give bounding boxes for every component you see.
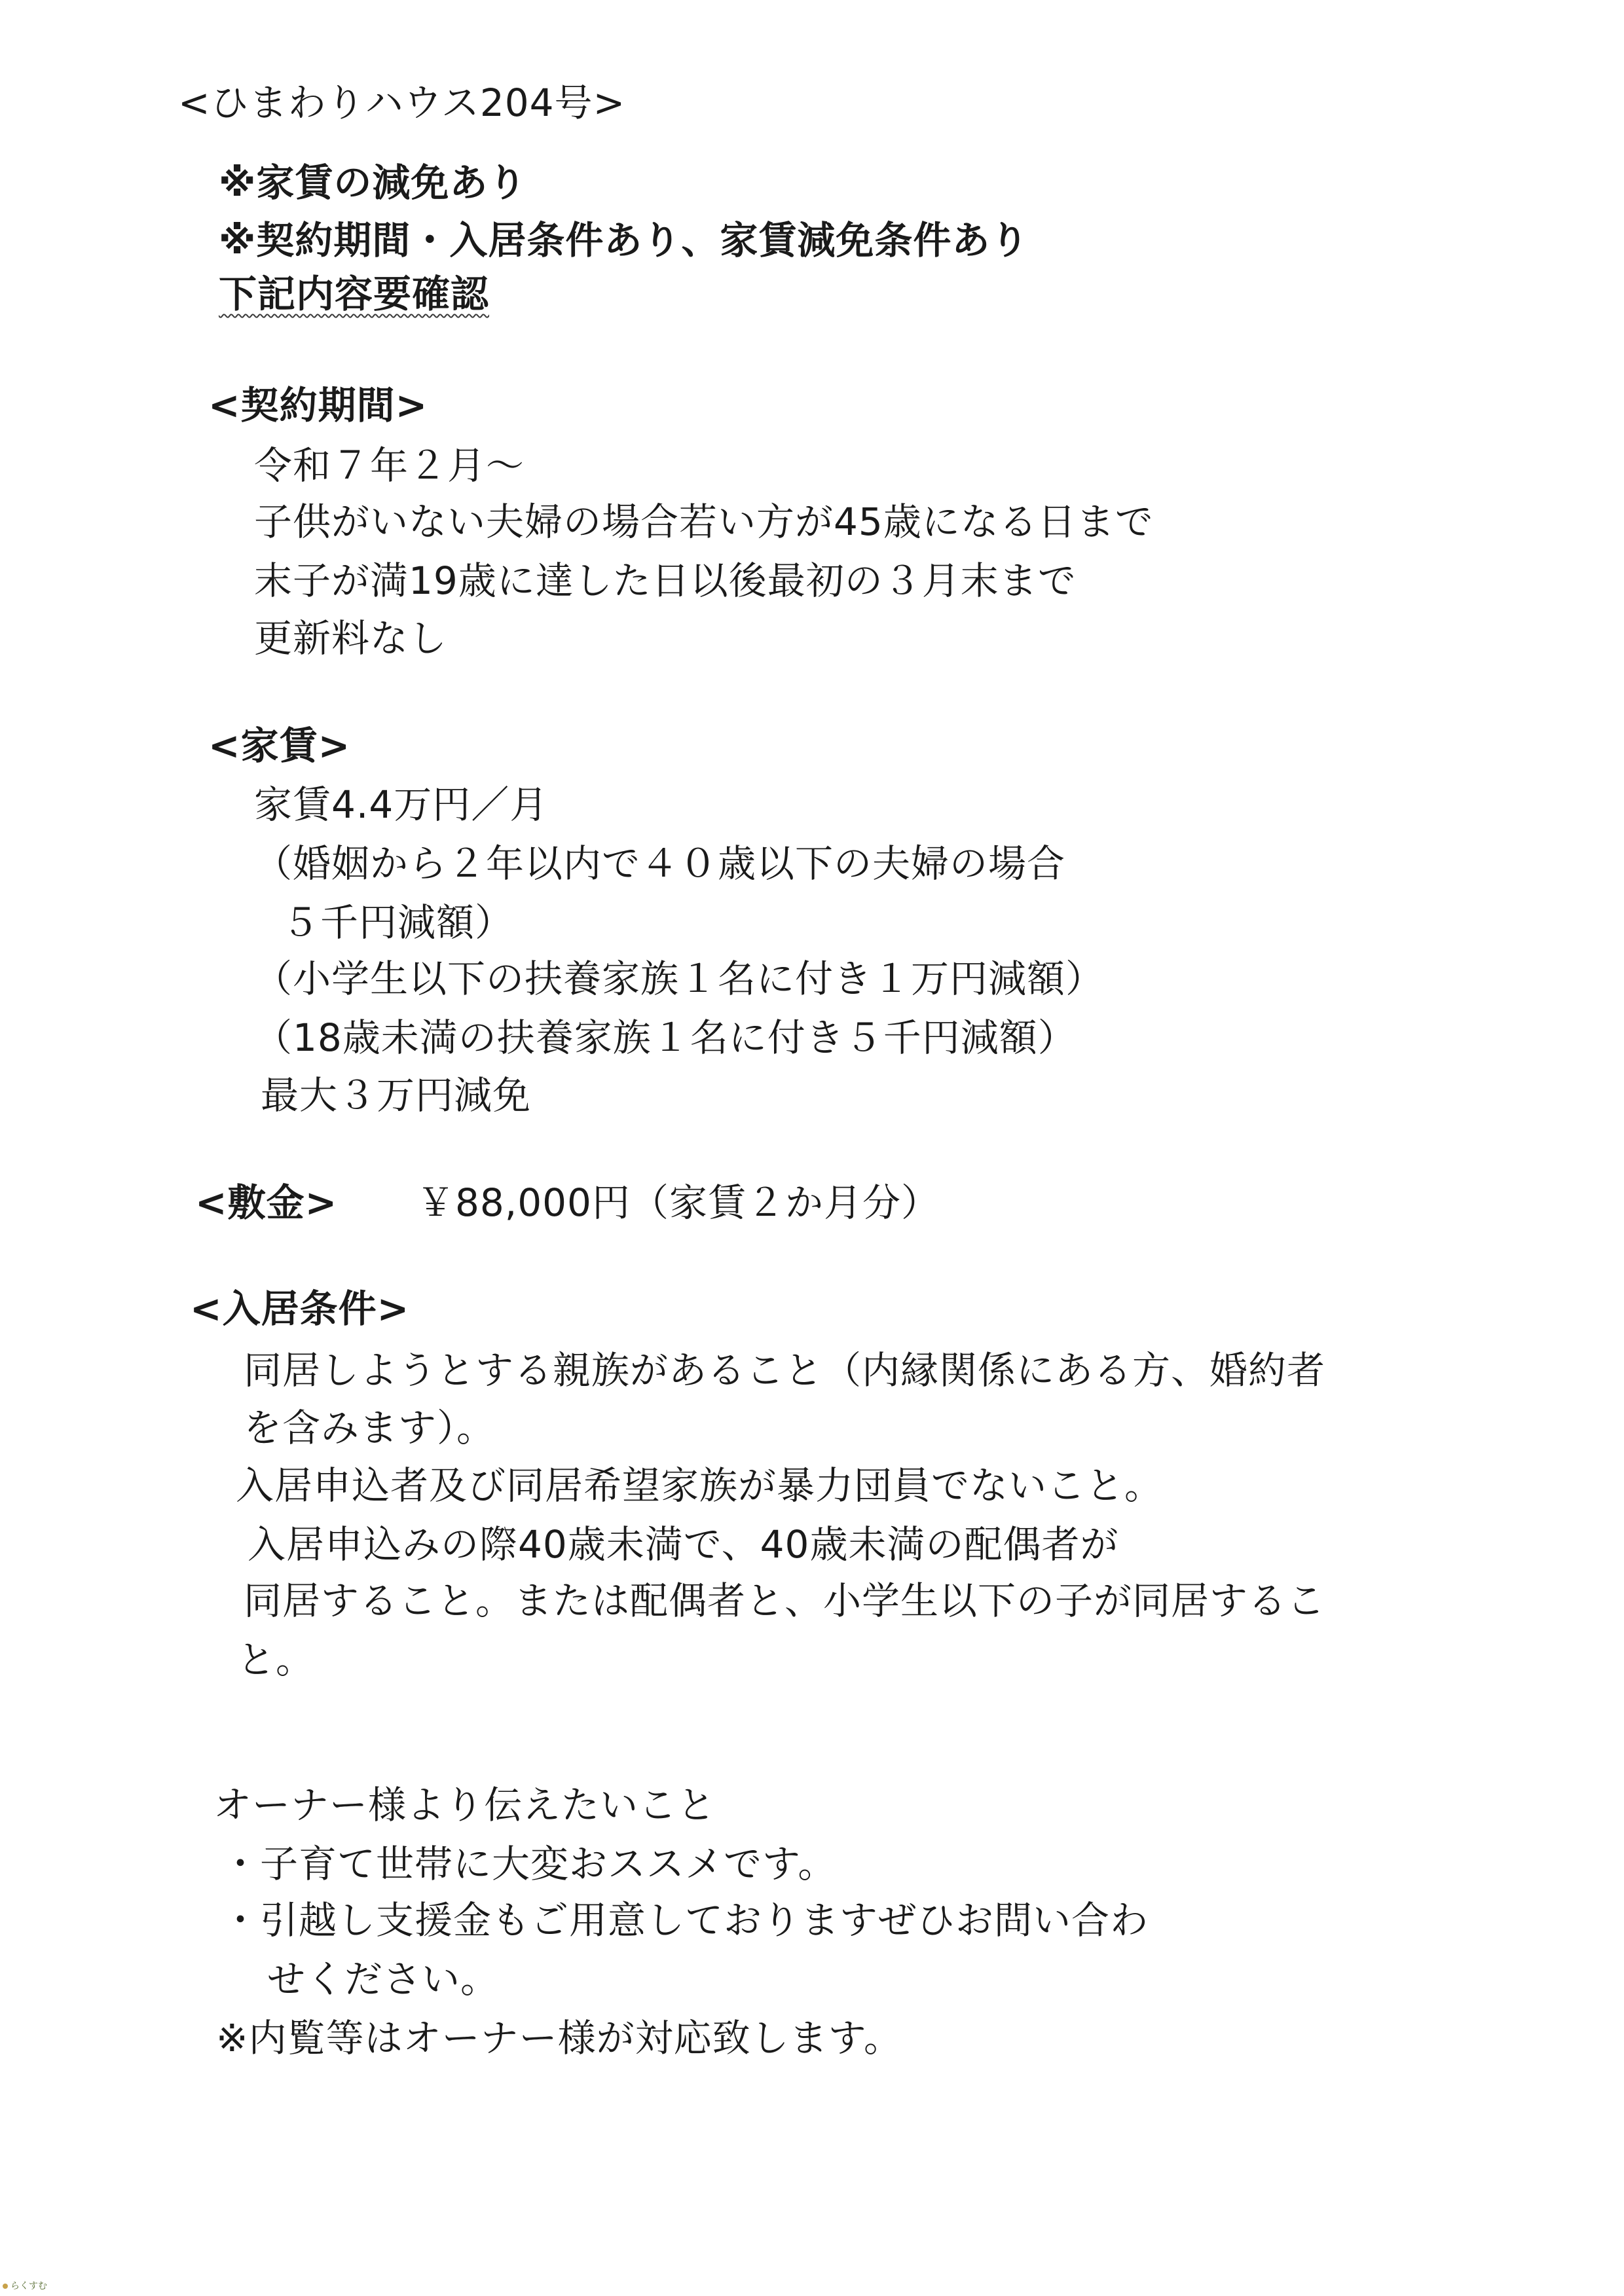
rent-heading: <家賃>	[208, 723, 351, 768]
owner-message-line: ・引越し支援金もご用意しておりますぜひお問い合わ	[221, 1898, 1149, 1942]
contract-period-line: 更新料なし	[254, 616, 448, 661]
move-in-condition-line: 同居すること。または配偶者と、小学生以下の子が同居するこ	[244, 1578, 1326, 1623]
logo-dot-icon	[3, 2284, 8, 2289]
notice-conditions: ※契約期間・入居条件あり、家賃減免条件あり	[219, 218, 1029, 263]
rent-line: （小学生以下の扶養家族１名に付き１万円減額）	[254, 957, 1105, 1001]
rent-line: ５千円減額）	[282, 900, 514, 945]
deposit-heading: <敷金>	[195, 1180, 338, 1225]
owner-message-line: せください。	[267, 1957, 500, 2001]
footer-logo-text: らくすむ	[10, 2281, 47, 2291]
property-title: <ひまわりハウス204号>	[178, 81, 626, 125]
rent-line: 最大３万円減免	[261, 1073, 532, 1118]
notice-rent-reduction: ※家賃の減免あり	[219, 160, 527, 205]
contract-period-line: 子供がいない夫婦の場合若い方が45歳になる日まで	[254, 500, 1154, 544]
owner-message-heading: オーナー様より伝えたいこと	[213, 1783, 716, 1827]
contract-period-heading: <契約期間>	[208, 383, 428, 428]
footer-logo	[3, 2279, 47, 2292]
owner-message-line: ・子育て世帯に大変おススメです。	[221, 1842, 837, 1886]
move-in-conditions-heading: <入居条件>	[190, 1286, 410, 1331]
rent-line: 家賃4.4万円／月	[254, 782, 549, 827]
rent-line: （婚姻から２年以内で４０歳以下の夫婦の場合	[254, 841, 1066, 886]
move-in-condition-line: を含みます）。	[244, 1406, 496, 1450]
deposit-value: ￥88,000円（家賃２か月分）	[416, 1180, 940, 1225]
move-in-condition-line: 同居しようとする親族があること（内縁関係にある方、婚約者	[244, 1348, 1326, 1393]
contract-period-line: 令和７年２月～	[254, 443, 525, 488]
rent-line: （18歳未満の扶養家族１名に付き５千円減額）	[254, 1015, 1077, 1060]
owner-message-line: ※内覧等はオーナー様が対応致します。	[216, 2016, 902, 2060]
move-in-condition-line: 入居申込者及び同居希望家族が暴力団員でないこと。	[236, 1463, 1164, 1508]
move-in-condition-line: 入居申込みの際40歳未満で、40歳未満の配偶者が	[248, 1522, 1119, 1567]
notice-confirm: 下記内容要確認	[219, 272, 490, 316]
contract-period-line: 末子が満19歳に達した日以後最初の３月末まで	[254, 558, 1077, 603]
move-in-condition-line: と。	[237, 1637, 315, 1682]
